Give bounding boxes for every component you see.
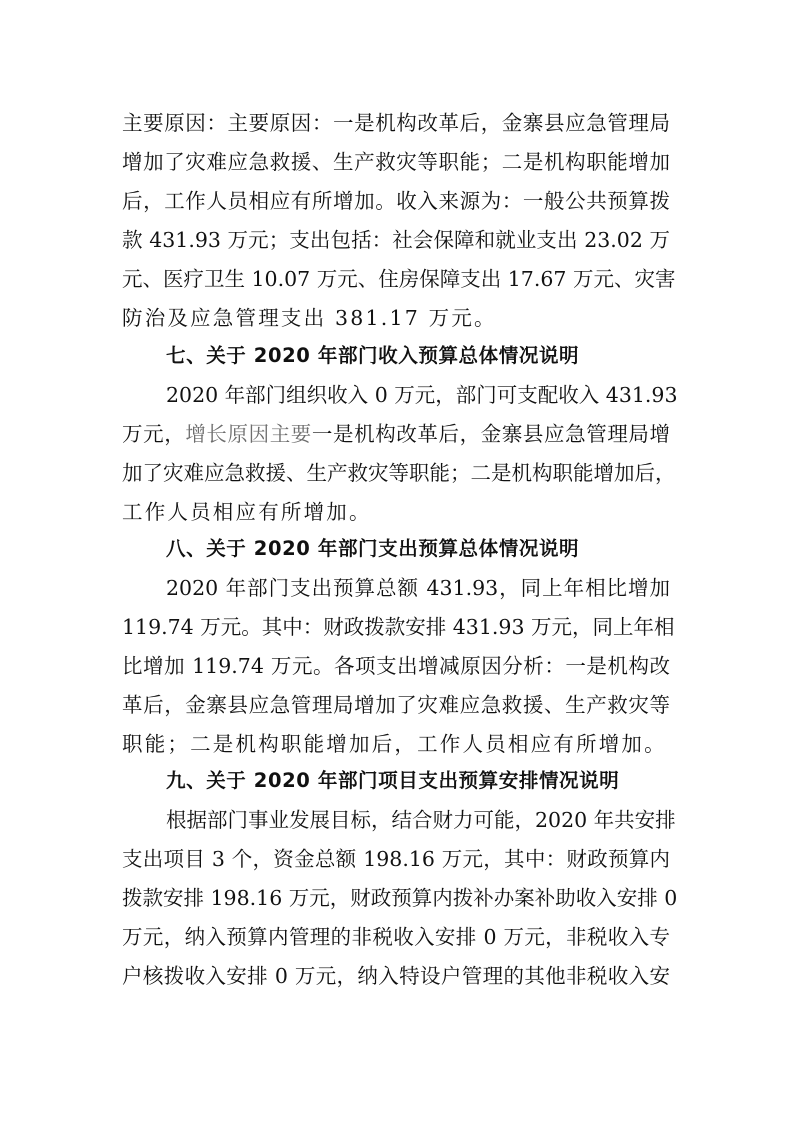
body-text-line: 款 431.93 万元；支出包括：社会保障和就业支出 23.02 万 [122, 228, 670, 252]
body-text-line: 主要原因：主要原因：一是机构改革后，金寨县应急管理局 [122, 111, 670, 135]
body-text-line [122, 419, 670, 449]
body-text-line: 比增加 119.74 万元。各项支出增减原因分析：一是机构改 [122, 654, 670, 678]
body-text-line: 2020 年部门支出预算总额 431.93，同上年相比增加 [166, 576, 670, 600]
body-text-line: 拨款安排 198.16 万元，财政预算内拨补办案补助收入安排 0 [122, 886, 678, 910]
body-text-line: 职能；二是机构职能增加后，工作人员相应有所增加。 [122, 732, 667, 756]
body-text-line: 后，工作人员相应有所增加。收入来源为：一般公共预算拨 [122, 189, 670, 213]
section-heading: 七、关于 2020 年部门收入预算总体情况说明 [166, 344, 580, 367]
text-segment: 万元， [122, 422, 186, 446]
body-text-line: 防治及应急管理支出 381.17 万元。 [122, 306, 497, 330]
body-text-line: 元、医疗卫生 10.07 万元、住房保障支出 17.67 万元、灾害 [122, 267, 676, 291]
body-text-line: 2020 年部门组织收入 0 万元，部门可支配收入 431.93 [166, 383, 678, 407]
section-heading: 九、关于 2020 年部门项目支出预算安排情况说明 [166, 769, 620, 792]
body-text-line: 119.74 万元。其中：财政拨款安排 431.93 万元，同上年相 [122, 615, 675, 639]
body-text-line: 增加了灾难应急救援、生产救灾等职能；二是机构职能增加 [122, 150, 670, 174]
body-text-line: 万元，纳入预算内管理的非税收入安排 0 万元，非税收入专 [122, 925, 670, 949]
section-heading: 八、关于 2020 年部门支出预算总体情况说明 [166, 537, 580, 560]
body-text-line: 工作人员相应有所增加。 [122, 500, 372, 524]
body-text-line: 根据部门事业发展目标，结合财力可能，2020 年共安排 [166, 808, 676, 832]
text-segment: 一是机构改革后，金寨县应急管理局增 [311, 422, 671, 446]
highlighted-text: 增长原因主要 [185, 422, 312, 446]
body-text-line: 加了灾难应急救援、生产救灾等职能；二是机构职能增加后， [122, 461, 676, 485]
body-text-line: 革后，金寨县应急管理局增加了灾难应急救援、生产救灾等 [122, 693, 670, 717]
body-text-line: 户核拨收入安排 0 万元，纳入特设户管理的其他非税收入安 [122, 964, 670, 988]
body-text-line: 支出项目 3 个，资金总额 198.16 万元，其中：财政预算内 [122, 847, 670, 871]
